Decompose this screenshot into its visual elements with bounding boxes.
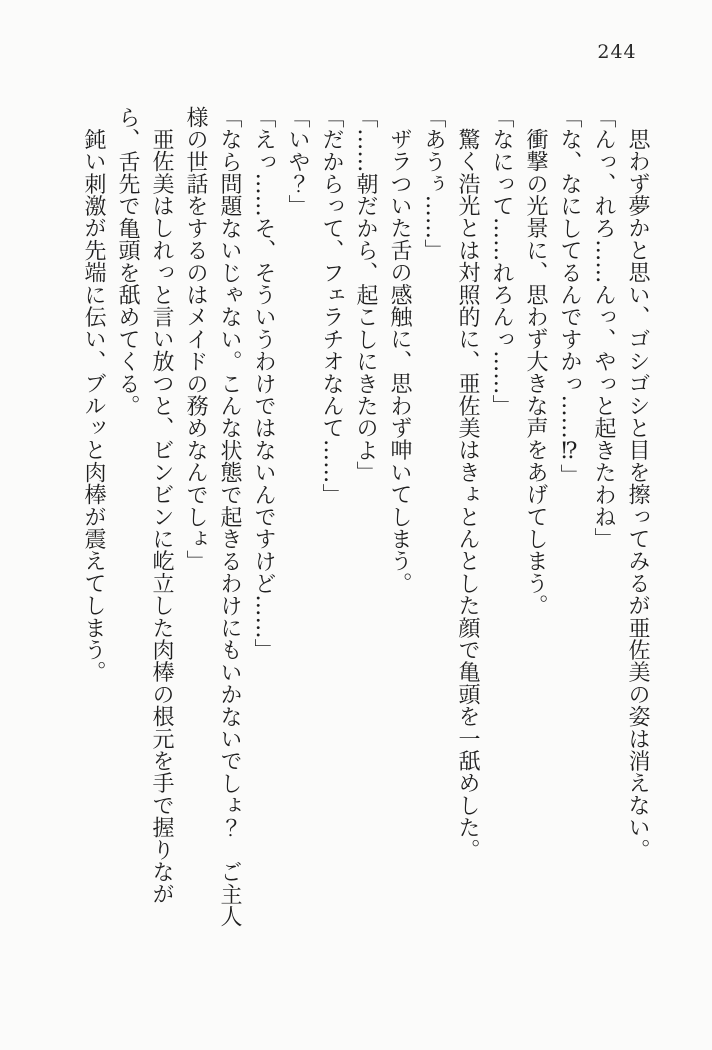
dialogue-paragraph: 「なら問題ないじゃない。こんな状態で起きるわけにもいかないでしょ？ ご主人様の世話をするのはメイドの務めなんでしょ」	[183, 106, 242, 928]
narration-paragraph: 衝撃の光景に、思わず大きな声をあげてしまう。	[523, 128, 548, 617]
novel-text-block	[76, 106, 654, 946]
narration-paragraph: 鈍い刺激が先端に伝い、ブルッと肉棒が震えてしまう。	[81, 128, 106, 683]
narration-paragraph: ザラついた舌の感触に、思わず呻いてしまう。	[387, 128, 412, 595]
narration-paragraph: 驚く浩光とは対照的に、亜佐美はきょとんとした顔で亀頭を一舐めした。	[455, 128, 480, 861]
dialogue-paragraph: 「あうぅ……」	[421, 106, 446, 262]
dialogue-paragraph: 「んっ、れろ……んっ、やっと起きたわね」	[591, 106, 616, 550]
dialogue-paragraph: 「……朝だから、起こしにきたのよ」	[353, 106, 378, 484]
page-number: 244	[597, 41, 637, 63]
dialogue-paragraph: 「なにって……れろんっ……」	[489, 106, 514, 417]
dialogue-paragraph: 「えっ……そ、そういうわけではないんですけど……」	[251, 106, 276, 661]
narration-paragraph: 亜佐美はしれっと言い放つと、ビンビンに屹立した肉棒の根元を手で握りながら、舌先で亀頭を舐めてくる。	[115, 106, 174, 905]
dialogue-paragraph: 「だからって、フェラチオなんて……」	[319, 106, 344, 506]
dialogue-paragraph: 「な、なにしてるんですかっ……⁉」	[557, 106, 582, 487]
narration-paragraph: 思わず夢かと思い、ゴシゴシと目を擦ってみるが亜佐美の姿は消えない。	[625, 128, 650, 861]
dialogue-paragraph: 「いや？」	[285, 106, 310, 217]
